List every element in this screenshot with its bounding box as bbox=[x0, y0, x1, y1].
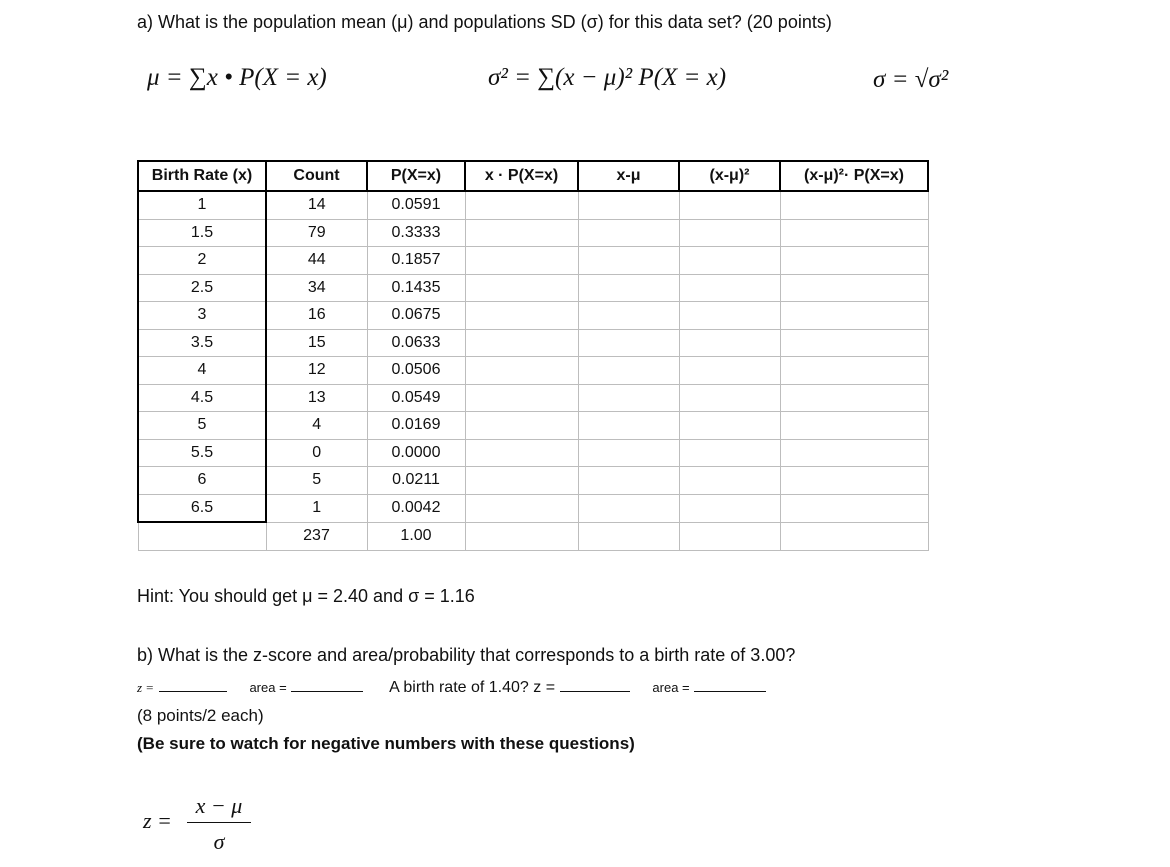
empty-answer-cell[interactable] bbox=[780, 247, 928, 275]
empty-answer-cell[interactable] bbox=[578, 274, 679, 302]
birth-rate-cell: 5.5 bbox=[138, 439, 266, 467]
table-row bbox=[138, 384, 928, 412]
header-x-minus-mu: x-μ bbox=[578, 161, 679, 191]
empty-answer-cell[interactable] bbox=[465, 191, 578, 219]
probability-cell: 0.1435 bbox=[367, 274, 465, 302]
table-row bbox=[138, 247, 928, 275]
question-a-text: a) What is the population mean (μ) and populations SD (σ) for this data set? (20 points) bbox=[137, 12, 832, 32]
empty-answer-cell[interactable] bbox=[578, 191, 679, 219]
birth-rate-cell: 4 bbox=[138, 357, 266, 385]
birth-rate-cell: 5 bbox=[138, 412, 266, 440]
empty-answer-cell[interactable] bbox=[465, 384, 578, 412]
sd-formula: σ = √σ² bbox=[873, 66, 949, 93]
empty-answer-cell[interactable] bbox=[679, 467, 780, 495]
empty-total-cell[interactable] bbox=[578, 522, 679, 550]
second-prompt: A birth rate of 1.40? z = bbox=[389, 679, 556, 696]
probability-cell: 0.0169 bbox=[367, 412, 465, 440]
empty-answer-cell[interactable] bbox=[780, 357, 928, 385]
total-birth-rate-cell bbox=[138, 522, 266, 550]
empty-answer-cell[interactable] bbox=[780, 191, 928, 219]
probability-cell: 0.0211 bbox=[367, 467, 465, 495]
probability-cell: 0.0675 bbox=[367, 302, 465, 330]
empty-answer-cell[interactable] bbox=[465, 467, 578, 495]
probability-cell: 0.0591 bbox=[367, 191, 465, 219]
count-cell: 1 bbox=[266, 494, 367, 522]
empty-answer-cell[interactable] bbox=[578, 302, 679, 330]
empty-answer-cell[interactable] bbox=[578, 329, 679, 357]
table-header-row bbox=[138, 161, 928, 191]
empty-answer-cell[interactable] bbox=[465, 412, 578, 440]
z-label: z = bbox=[137, 680, 155, 695]
count-cell: 13 bbox=[266, 384, 367, 412]
empty-answer-cell[interactable] bbox=[679, 274, 780, 302]
empty-answer-cell[interactable] bbox=[578, 439, 679, 467]
warning-text: (Be sure to watch for negative numbers with these questions) bbox=[137, 734, 635, 753]
table-row bbox=[138, 191, 928, 219]
count-cell: 79 bbox=[266, 219, 367, 247]
table-row bbox=[138, 357, 928, 385]
birth-rate-cell: 3 bbox=[138, 302, 266, 330]
birth-rate-cell: 4.5 bbox=[138, 384, 266, 412]
count-cell: 44 bbox=[266, 247, 367, 275]
points-text: (8 points/2 each) bbox=[137, 706, 264, 725]
empty-answer-cell[interactable] bbox=[679, 494, 780, 522]
empty-answer-cell[interactable] bbox=[578, 467, 679, 495]
empty-answer-cell[interactable] bbox=[679, 412, 780, 440]
birth-rate-cell: 2 bbox=[138, 247, 266, 275]
empty-answer-cell[interactable] bbox=[679, 247, 780, 275]
empty-answer-cell[interactable] bbox=[578, 219, 679, 247]
area-blank-1[interactable] bbox=[291, 677, 363, 692]
table-row bbox=[138, 439, 928, 467]
answer-line bbox=[137, 677, 766, 697]
empty-answer-cell[interactable] bbox=[578, 494, 679, 522]
header-count: Count bbox=[266, 161, 367, 191]
birth-rate-cell: 1 bbox=[138, 191, 266, 219]
empty-answer-cell[interactable] bbox=[780, 494, 928, 522]
empty-answer-cell[interactable] bbox=[679, 302, 780, 330]
empty-answer-cell[interactable] bbox=[465, 302, 578, 330]
birth-rate-cell: 6.5 bbox=[138, 494, 266, 522]
mean-formula: μ = ∑x • P(X = x) bbox=[147, 64, 327, 91]
table-row bbox=[138, 412, 928, 440]
count-cell: 15 bbox=[266, 329, 367, 357]
empty-answer-cell[interactable] bbox=[465, 329, 578, 357]
probability-cell: 0.0506 bbox=[367, 357, 465, 385]
count-cell: 16 bbox=[266, 302, 367, 330]
empty-answer-cell[interactable] bbox=[679, 439, 780, 467]
probability-cell: 0.0633 bbox=[367, 329, 465, 357]
empty-answer-cell[interactable] bbox=[465, 219, 578, 247]
empty-total-cell[interactable] bbox=[679, 522, 780, 550]
header-x-minus-mu-squared: (x-μ)² bbox=[679, 161, 780, 191]
table-row bbox=[138, 329, 928, 357]
hint-text: Hint: You should get μ = 2.40 and σ = 1.16 bbox=[137, 586, 475, 606]
empty-answer-cell[interactable] bbox=[679, 191, 780, 219]
probability-cell: 0.0549 bbox=[367, 384, 465, 412]
count-cell: 5 bbox=[266, 467, 367, 495]
z-formula-numerator: x − μ bbox=[195, 793, 243, 818]
area-label-1: area = bbox=[249, 680, 287, 695]
question-b-text: b) What is the z-score and area/probability that corresponds to a birth rate of 3.00? bbox=[137, 645, 796, 665]
variance-formula: σ² = ∑(x − μ)² P(X = x) bbox=[488, 64, 727, 91]
count-cell: 4 bbox=[266, 412, 367, 440]
table-row bbox=[138, 494, 928, 522]
empty-answer-cell[interactable] bbox=[780, 274, 928, 302]
count-cell: 34 bbox=[266, 274, 367, 302]
birth-rate-cell: 3.5 bbox=[138, 329, 266, 357]
count-cell: 14 bbox=[266, 191, 367, 219]
empty-answer-cell[interactable] bbox=[465, 274, 578, 302]
empty-total-cell[interactable] bbox=[780, 522, 928, 550]
empty-answer-cell[interactable] bbox=[780, 384, 928, 412]
probability-cell: 0.3333 bbox=[367, 219, 465, 247]
total-count-cell: 237 bbox=[266, 522, 367, 550]
z-formula-denominator: σ bbox=[213, 829, 225, 854]
empty-answer-cell[interactable] bbox=[578, 357, 679, 385]
probability-cell: 0.1857 bbox=[367, 247, 465, 275]
birth-rate-cell: 2.5 bbox=[138, 274, 266, 302]
count-cell: 12 bbox=[266, 357, 367, 385]
empty-answer-cell[interactable] bbox=[465, 439, 578, 467]
empty-answer-cell[interactable] bbox=[465, 357, 578, 385]
empty-answer-cell[interactable] bbox=[780, 412, 928, 440]
empty-answer-cell[interactable] bbox=[578, 412, 679, 440]
empty-answer-cell[interactable] bbox=[679, 384, 780, 412]
header-x-times-p: x · P(X=x) bbox=[465, 161, 578, 191]
fraction-bar bbox=[187, 822, 251, 823]
empty-answer-cell[interactable] bbox=[679, 357, 780, 385]
header-weighted-squared: (x-μ)²· P(X=x) bbox=[780, 161, 928, 191]
z-blank-2[interactable] bbox=[560, 677, 630, 692]
total-probability-cell: 1.00 bbox=[367, 522, 465, 550]
empty-answer-cell[interactable] bbox=[465, 247, 578, 275]
empty-answer-cell[interactable] bbox=[578, 247, 679, 275]
z-blank-1[interactable] bbox=[159, 677, 227, 692]
probability-cell: 0.0042 bbox=[367, 494, 465, 522]
empty-answer-cell[interactable] bbox=[578, 384, 679, 412]
birth-rate-cell: 6 bbox=[138, 467, 266, 495]
table-row bbox=[138, 467, 928, 495]
empty-total-cell[interactable] bbox=[465, 522, 578, 550]
z-formula-lhs: z = bbox=[143, 808, 172, 833]
table-row bbox=[138, 274, 928, 302]
birth-rate-cell: 1.5 bbox=[138, 219, 266, 247]
probability-cell: 0.0000 bbox=[367, 439, 465, 467]
empty-answer-cell[interactable] bbox=[679, 219, 780, 247]
empty-answer-cell[interactable] bbox=[780, 329, 928, 357]
area-blank-2[interactable] bbox=[694, 677, 766, 692]
count-cell: 0 bbox=[266, 439, 367, 467]
empty-answer-cell[interactable] bbox=[465, 494, 578, 522]
birth-rate-table bbox=[137, 160, 929, 551]
area-label-2: area = bbox=[652, 680, 690, 695]
table-row bbox=[138, 219, 928, 247]
table-row bbox=[138, 302, 928, 330]
table-body bbox=[138, 191, 928, 550]
empty-answer-cell[interactable] bbox=[679, 329, 780, 357]
empty-answer-cell[interactable] bbox=[780, 219, 928, 247]
header-probability: P(X=x) bbox=[367, 161, 465, 191]
empty-answer-cell[interactable] bbox=[780, 439, 928, 467]
empty-answer-cell[interactable] bbox=[780, 302, 928, 330]
empty-answer-cell[interactable] bbox=[780, 467, 928, 495]
totals-row bbox=[138, 522, 928, 550]
header-birth-rate: Birth Rate (x) bbox=[138, 161, 266, 191]
